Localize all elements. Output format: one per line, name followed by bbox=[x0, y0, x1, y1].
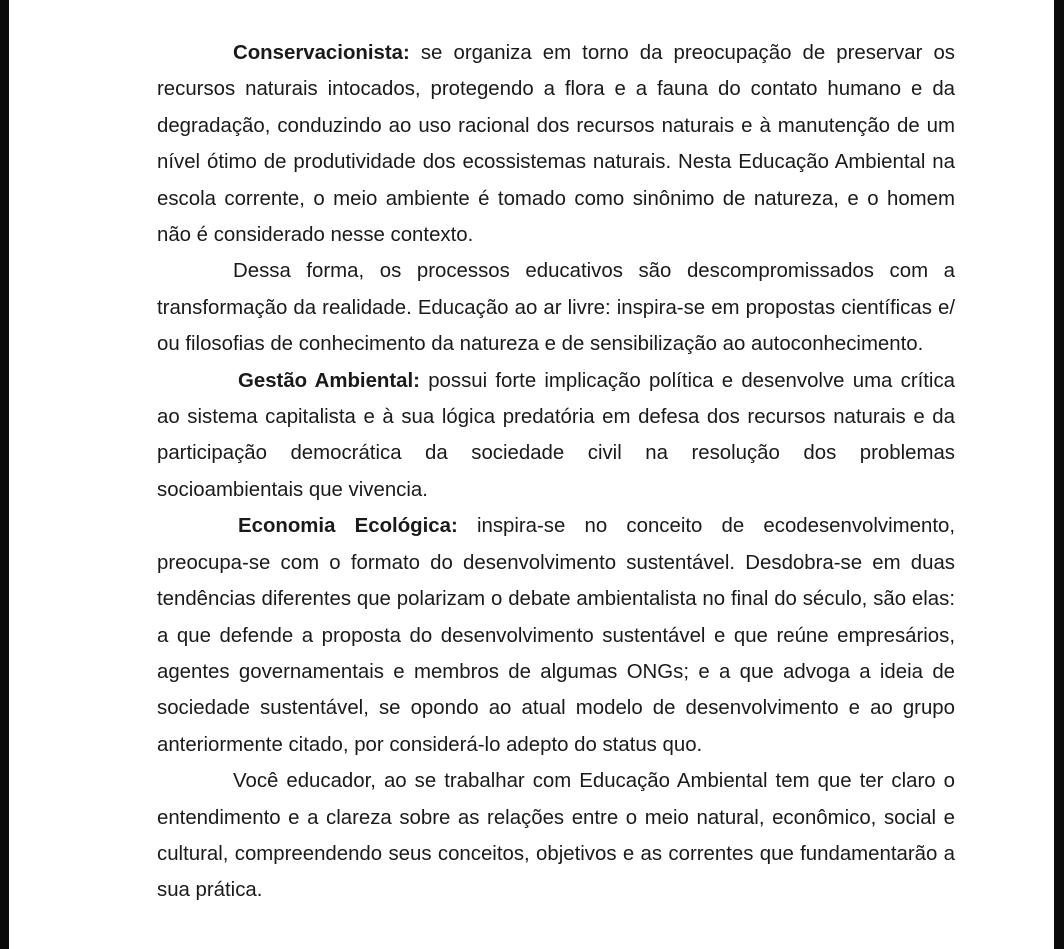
left-page-border bbox=[0, 0, 9, 949]
paragraph-dessa-forma bbox=[157, 253, 955, 362]
term-gestao-ambiental: Gestão Ambiental: bbox=[238, 369, 420, 392]
paragraph-text: se organiza em torno da preocupação de preservar os recursos naturais intocados, protegendo a flora e a fauna do contato humano e da degradação, conduzindo ao uso racional dos recursos naturais e à manutenção de um nível ótimo de produtividade dos ecossistemas naturais. Nesta Educação Ambiental na escola corrente, o meio ambiente é tomado como sinônimo de natureza, e o homem não é considerado nesse contexto. bbox=[157, 42, 955, 247]
document-page bbox=[157, 35, 955, 909]
paragraph-text: possui forte implicação política e desenvolve uma crítica ao sistema capitalista e à sua lógica predatória em defesa dos recursos naturais e da participação democrática da sociedade civil na resolução dos problemas socioambientais que vivencia. bbox=[157, 369, 955, 501]
right-page-border bbox=[1054, 0, 1064, 949]
paragraph-conservacionista bbox=[157, 35, 955, 253]
paragraph-economia-ecologica bbox=[157, 508, 955, 763]
paragraph-text: inspira-se no conceito de ecodesenvolvimento, preocupa-se com o formato do desenvolvimento sustentável. Desdobra-se em duas tendências diferentes que polarizam o debate ambientalista no final do século, são elas: a que defende a proposta do desenvolvimento sustentável e que reúne empresários, agentes governamentais e membros de algumas ONGs; e a que advoga a ideia de sociedade sustentável, se opondo ao atual modelo de desenvolvimento e ao grupo anteriormente citado, por considerá-lo adepto do status quo. bbox=[157, 515, 955, 756]
term-conservacionista: Conservacionista: bbox=[233, 42, 410, 64]
term-economia-ecologica: Economia Ecológica: bbox=[238, 515, 458, 538]
paragraph-text: Você educador, ao se trabalhar com Educação Ambiental tem que ter claro o entendimento e a clareza sobre as relações entre o meio natural, econômico, social e cultural, compreendendo seus conceitos, objetivos e as correntes que fundamentarão a sua prática. bbox=[157, 770, 955, 902]
paragraph-voce-educador bbox=[157, 763, 955, 909]
paragraph-gestao-ambiental bbox=[157, 363, 955, 509]
paragraph-text: Dessa forma, os processos educativos são descompromissados com a transformação da realidade. Educação ao ar livre: inspira-se em propostas científicas e/ ou filosofias de conhecimento da natureza e de sensibilização ao autoconhecimento. bbox=[157, 260, 955, 356]
